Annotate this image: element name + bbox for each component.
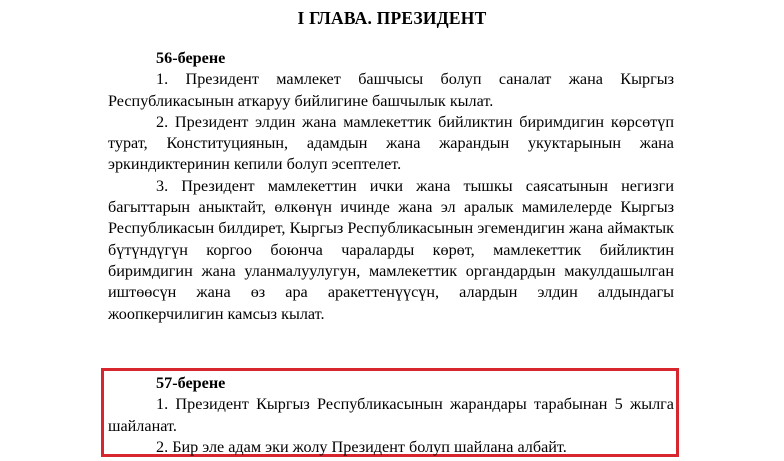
article-56	[108, 48, 674, 325]
chapter-title: I ГЛАВА. ПРЕЗИДЕНТ	[297, 8, 487, 28]
article-paragraph: 1. Президент мамлекет башчысы болуп саналат жана Кыргыз Республикасынын аткаруу бийлигине башчылык кылат.	[108, 70, 674, 110]
article-paragraph: 2. Президент элдин жана мамлекеттик бийликтин биримдигин көрсөтүп турат, Конституциянын, адамдын жана жарандын укуктарынын жана эркиндиктеринин кепили болуп эсептелет.	[108, 112, 674, 174]
article-heading: 56-берене	[156, 49, 226, 67]
article-paragraph: 2. Бир эле адам эки жолу Президент болуп шайлана албайт.	[156, 437, 567, 456]
article-57	[108, 373, 674, 458]
article-heading: 57-берене	[156, 374, 226, 392]
article-paragraph: 1. Президент Кыргыз Республикасынын жарандары тарабынан 5 жылга шайланат.	[108, 395, 674, 435]
article-paragraph: 3. Президент мамлекеттин ички жана тышкы саясатынын негизги багыттарын аныктайт, өлкөнүн ичинде жана эл аралык мамилелерде Кыргыз Республикасын билдирет, Кыргыз Республикасынын эгемендигин жана аймактык бүтүндүгүн коргоо боюнча чараларды көрөт, мамлекеттик бийликтин биримдигин жана уланмалуулугун, мамлекеттик органдардын макулдашылган иштөөсүн жана өз ара аракеттенүүсүн, алардын элдин алдындагы жоопкерчилигин камсыз кылат.	[108, 176, 674, 323]
